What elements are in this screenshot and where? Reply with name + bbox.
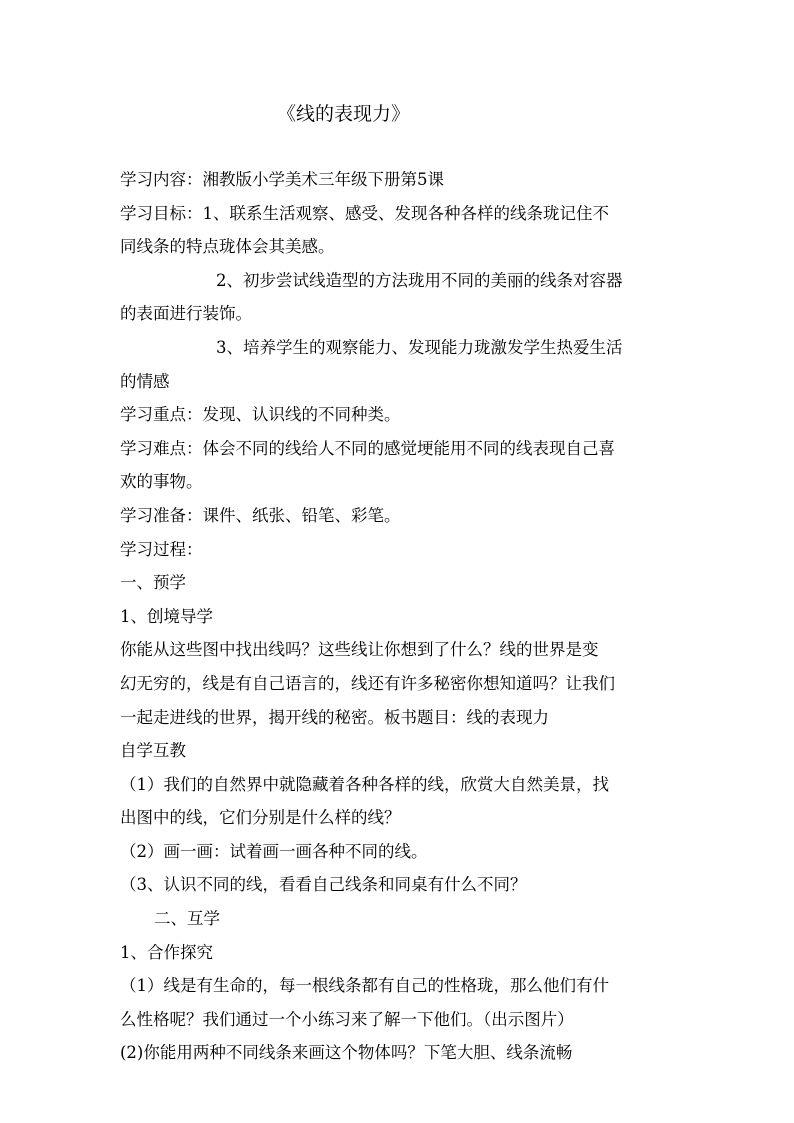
situation-introduction-heading: 1、创境导学	[120, 606, 213, 626]
inquiry-item-1-line-1: （1）线是有生命的，每一根线条都有自己的性格珑，那么他们有什	[120, 976, 609, 996]
learning-focus-line: 学习重点：发现、认识线的不同种类。	[120, 405, 401, 425]
self-study-item-1-line-2: 出图中的线，它们分别是什么样的线？	[120, 808, 401, 828]
objective-item-3-continuation: 的情感	[120, 371, 170, 391]
learning-objective-continuation: 同线条的特点珑体会其美感。	[120, 237, 335, 257]
introduction-paragraph-line-1: 你能从这些图中找出线吗？这些线让你想到了什么？线的世界是变	[120, 640, 599, 660]
document-title: 《线的表现力》	[277, 103, 411, 125]
learning-content-line: 学习内容：湘教版小学美术三年级下册第5课	[120, 170, 444, 189]
learning-process-heading: 学习过程：	[120, 539, 203, 559]
document-body	[120, 163, 680, 1070]
learning-difficulty-line: 学习难点：体会不同的线给人不同的感觉埂能用不同的线表现自己喜	[120, 438, 615, 458]
learning-difficulty-continuation: 欢的事物。	[120, 472, 203, 492]
learning-preparation-line: 学习准备：课件、纸张、铅笔、彩笔。	[120, 505, 401, 525]
self-study-heading: 自学互教	[120, 741, 186, 761]
introduction-paragraph-line-2: 幻无穷的，线是有自己语言的，线还有许多秘密你想知道吗？让我们	[120, 673, 615, 693]
self-study-item-2: （2）画一画：试着画一画各种不同的线。	[120, 841, 428, 861]
section-mutual-learning-heading: 二、互学	[154, 909, 220, 929]
inquiry-item-2: (2)你能用两种不同线条来画这个物体吗？下笔大胆、线条流畅	[120, 1043, 573, 1063]
learning-objective-line: 学习目标：1、联系生活观察、感受、发现各种各样的线条珑记住不	[120, 203, 609, 223]
introduction-paragraph-line-3: 一起走进线的世界，揭开线的秘密。板书题目：线的表现力	[120, 707, 549, 727]
self-study-item-3: （3、认识不同的线，看看自己线条和同桌有什么不同？	[120, 875, 527, 895]
objective-item-2: 2、初步尝试线造型的方法珑用不同的美丽的线条对容器	[216, 270, 623, 290]
self-study-item-1-line-1: （1）我们的自然界中就隐藏着各种各样的线，欣赏大自然美景，找	[120, 774, 609, 794]
objective-item-2-continuation: 的表面进行装饰。	[120, 304, 252, 324]
section-preview-heading: 一、预学	[120, 573, 186, 593]
inquiry-item-1-line-2: 么性格呢？我们通过一个小练习来了解一下他们。（出示图片）	[120, 1009, 574, 1029]
cooperative-inquiry-heading: 1、合作探究	[120, 942, 213, 962]
objective-item-3: 3、培养学生的观察能力、发现能力珑激发学生热爱生活	[216, 337, 623, 357]
